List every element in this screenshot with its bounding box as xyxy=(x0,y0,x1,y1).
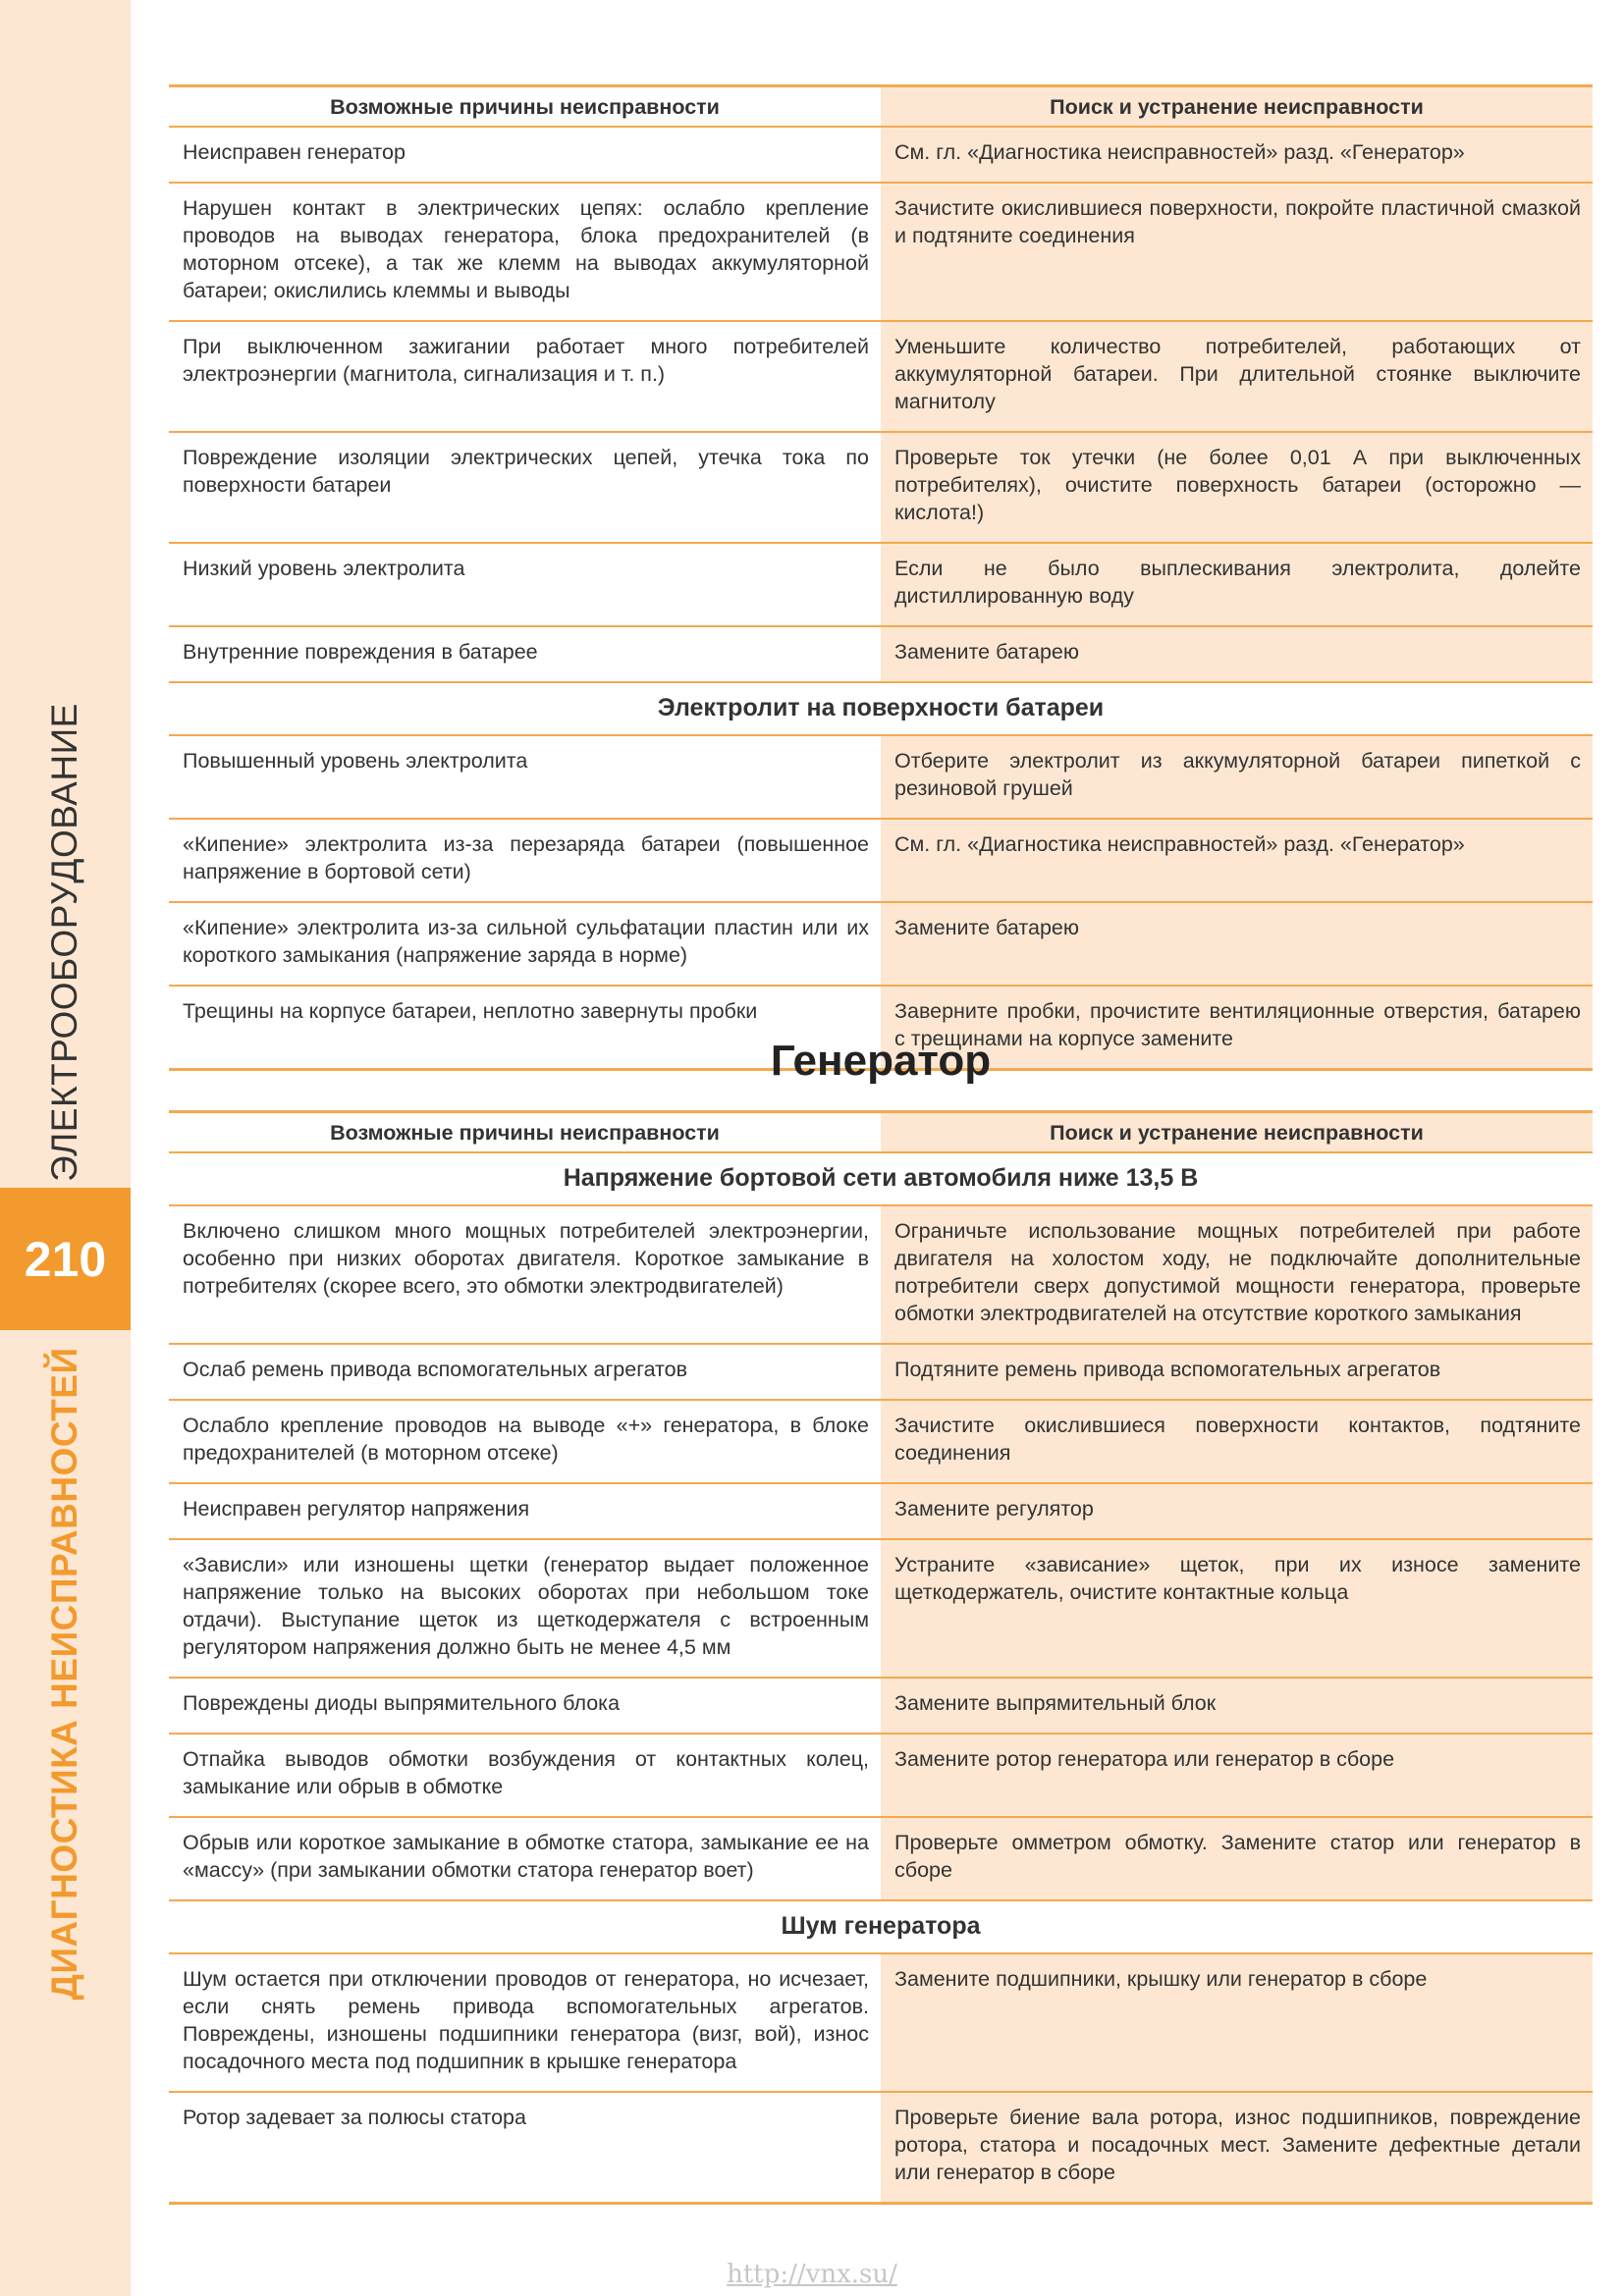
footer-url[interactable]: http://vnx.su/ xyxy=(727,2260,897,2289)
header-causes: Возможные причины неисправности xyxy=(330,95,720,119)
fix-cell: Заверните пробки, прочистите вентиляционные отверстия, батарею с трещинами на корпусе замените xyxy=(881,987,1593,1068)
fix-cell: Уменьшите количество потребителей, работающих от аккумуляторной батареи. При длительной стоянке выключите магнитолу xyxy=(881,322,1593,431)
fix-cell: Замените подшипники, крышку или генератор в сборе xyxy=(881,1954,1593,2091)
subheading: Напряжение бортовой сети автомобиля ниже 13,5 В xyxy=(169,1153,1593,1206)
page-number: 210 xyxy=(0,1188,131,1330)
table-row xyxy=(169,627,1593,683)
fix-cell: Зачистите окислившиеся поверхности, покройте пластичной смазкой и подтяните соединения xyxy=(881,184,1593,320)
cause-cell: Внутренние повреждения в батарее xyxy=(183,640,538,664)
table-row xyxy=(169,433,1593,544)
fix-cell: Если не было выплескивания электролита, долейте дистиллированную воду xyxy=(881,544,1593,625)
table-row xyxy=(169,736,1593,820)
fix-cell: Замените ротор генератора или генератор в сборе xyxy=(881,1735,1593,1816)
cause-cell: При выключенном зажигании работает много потребителей электроэнергии (магнитола, сигнализация и т. п.) xyxy=(183,335,869,386)
cause-cell: Обрыв или короткое замыкание в обмотке статора, замыкание ее на «массу» (при замыкании обмотки статора генератор воет) xyxy=(183,1831,869,1882)
table-row xyxy=(169,1401,1593,1484)
table-row xyxy=(169,1679,1593,1735)
cause-cell: Трещины на корпусе батареи, неплотно завернуты пробки xyxy=(183,999,758,1023)
cause-cell: Нарушен контакт в электрических цепях: ослабло крепление проводов на выводах генератора, блока предохранителей (в моторном отсеке), а так же клемм на выводах аккумуляторной батареи; окислились клеммы и выводы xyxy=(183,196,869,302)
chapter-title: ДИАГНОСТИКА НЕИСПРАВНОСТЕЙ xyxy=(44,1347,84,2001)
fix-cell: Отберите электролит из аккумуляторной батареи пипеткой с резиновой грушей xyxy=(881,736,1593,818)
cause-cell: Повреждены диоды выпрямительного блока xyxy=(183,1691,621,1715)
table-row xyxy=(169,1206,1593,1345)
header-fixes: Поиск и устранение неисправности xyxy=(881,1113,1593,1151)
table-header xyxy=(169,84,1593,128)
table-row xyxy=(169,1484,1593,1540)
table-header xyxy=(169,1110,1593,1153)
cause-cell: Включено слишком много мощных потребителей электроэнергии, особенно при низких оборотах двигателя. Короткое замыкание в потребителях (скорее всего, это обмотки электродвигателей) xyxy=(183,1219,869,1298)
fix-cell: Ограничьте использование мощных потребителей при работе двигателя на холостом ходу, не подключайте дополнительные потребители сверх допустимой мощности генератора, проверьте обмотки электродвигателей на отсутствие короткого замыкания xyxy=(881,1206,1593,1343)
table-row xyxy=(169,128,1593,184)
cause-cell: Ослабло крепление проводов на выводе «+» генератора, в блоке предохранителей (в моторном отсеке) xyxy=(183,1414,869,1465)
header-causes: Возможные причины неисправности xyxy=(330,1121,720,1145)
table-row xyxy=(169,1540,1593,1679)
cause-cell: «Кипение» электролита из-за перезаряда батареи (повышенное напряжение в бортовой сети) xyxy=(183,832,869,883)
fix-cell: См. гл. «Диагностика неисправностей» разд. «Генератор» xyxy=(881,128,1593,182)
table-row xyxy=(169,1818,1593,1901)
cause-cell: Повышенный уровень электролита xyxy=(183,749,528,773)
fix-cell: Замените выпрямительный блок xyxy=(881,1679,1593,1733)
cause-cell: «Зависли» или изношены щетки (генератор выдает положенное напряжение только на высоких оборотах при небольшом токе отдачи). Выступание щеток из щеткодержателя с встроенным регулятором напряжения должно быть не менее 4,5 мм xyxy=(183,1553,869,1659)
cause-cell: Шум остается при отключении проводов от генератора, но исчезает, если снять ремень привода вспомогательных агрегатов. Повреждены, изношены подшипники генератора (визг, вой), износ посадочного места под подшипник в крышке генератора xyxy=(183,1967,869,2073)
cause-cell: Повреждение изоляции электрических цепей, утечка тока по поверхности батареи xyxy=(183,446,869,497)
cause-cell: Ротор задевает за полюсы статора xyxy=(183,2106,526,2129)
table-row xyxy=(169,2093,1593,2205)
generator-table xyxy=(169,1110,1593,2205)
section-title: ЭЛЕКТРООБОРУДОВАНИЕ xyxy=(44,703,84,1182)
cause-cell: «Кипение» электролита из-за сильной сульфатации пластин или их короткого замыкания (напряжение заряда в норме) xyxy=(183,916,869,967)
fix-cell: См. гл. «Диагностика неисправностей» разд. «Генератор» xyxy=(881,820,1593,901)
fix-cell: Проверьте омметром обмотку. Замените статор или генератор в сборе xyxy=(881,1818,1593,1899)
fix-cell: Подтяните ремень привода вспомогательных агрегатов xyxy=(881,1345,1593,1399)
table-row xyxy=(169,544,1593,627)
section-heading: Генератор xyxy=(770,1037,992,1085)
fix-cell: Зачистите окислившиеся поверхности контактов, подтяните соединения xyxy=(881,1401,1593,1482)
fix-cell: Устраните «зависание» щеток, при их износе замените щеткодержатель, очистите контактные кольца xyxy=(881,1540,1593,1677)
battery-table xyxy=(169,84,1593,1071)
fix-cell: Замените батарею xyxy=(881,903,1593,985)
table-row xyxy=(169,322,1593,433)
cause-cell: Ослаб ремень привода вспомогательных агрегатов xyxy=(183,1358,688,1381)
table-row xyxy=(169,903,1593,987)
header-fixes: Поиск и устранение неисправности xyxy=(881,87,1593,126)
fix-cell: Проверьте ток утечки (не более 0,01 А при выключенных потребителях), очистите поверхность батареи (осторожно — кислота!) xyxy=(881,433,1593,542)
subheading: Электролит на поверхности батареи xyxy=(169,683,1593,736)
subheading: Шум генератора xyxy=(169,1901,1593,1954)
table-row xyxy=(169,1345,1593,1401)
cause-cell: Низкий уровень электролита xyxy=(183,557,465,580)
cause-cell: Неисправен генератор xyxy=(183,140,406,164)
fix-cell: Замените регулятор xyxy=(881,1484,1593,1538)
fix-cell: Замените батарею xyxy=(881,627,1593,681)
table-row xyxy=(169,820,1593,903)
cause-cell: Неисправен регулятор напряжения xyxy=(183,1497,530,1521)
table-row xyxy=(169,1735,1593,1818)
fix-cell: Проверьте биение вала ротора, износ подшипников, повреждение ротора, статора и посадочных мест. Замените дефектные детали или генератор в сборе xyxy=(881,2093,1593,2202)
cause-cell: Отпайка выводов обмотки возбуждения от контактных колец, замыкание или обрыв в обмотке xyxy=(183,1747,869,1798)
table-row xyxy=(169,184,1593,322)
table-row xyxy=(169,1954,1593,2093)
